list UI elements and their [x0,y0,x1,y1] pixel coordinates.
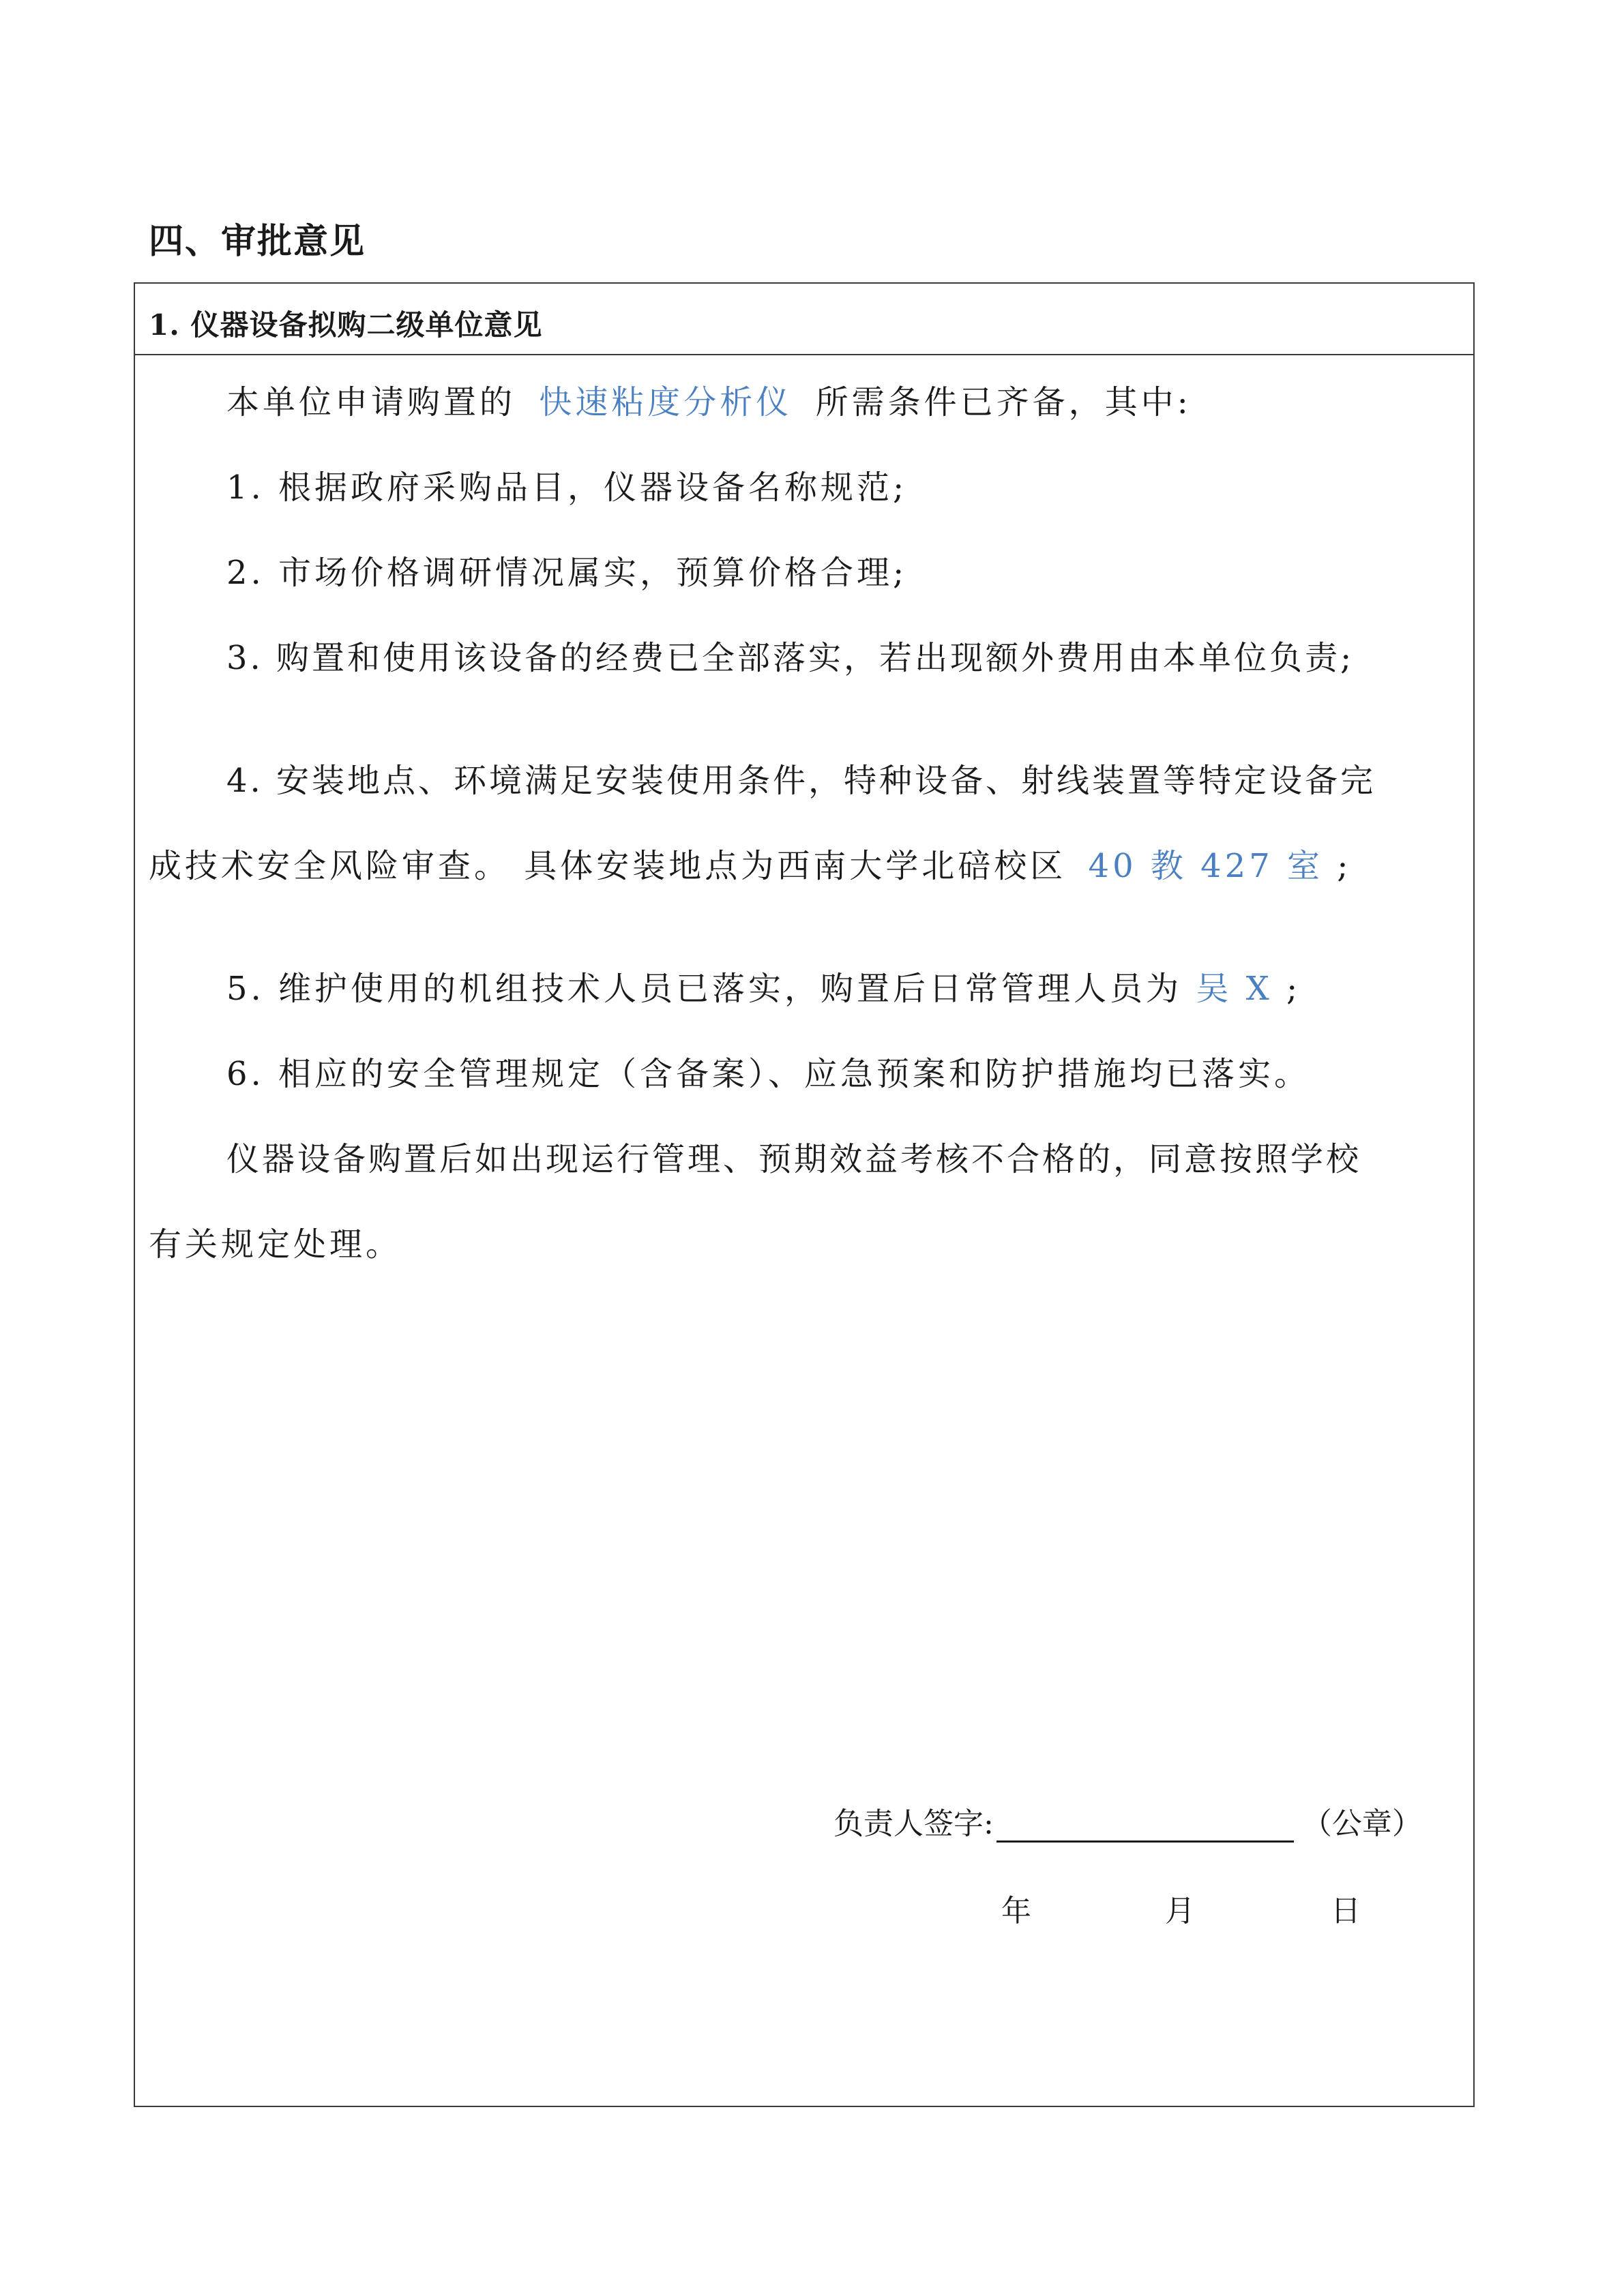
device-name: 快速粘度分析仪 [539,383,793,421]
intro-prefix: 本单位申请购置的 [226,383,516,421]
approval-table [134,282,1475,2107]
month-label: 月 [1165,1894,1195,1928]
item-4-line-2-prefix: 成技术安全风险审查。 具体安装地点为西南大学北碚校区 [149,847,1067,885]
manager-name: 吴 X [1196,970,1273,1008]
year-label: 年 [1001,1894,1031,1928]
item-1: 1. 根据政府采购品目，仪器设备名称规范; [226,468,908,507]
closing-line-1: 仪器设备购置后如出现运行管理、预期效益考核不合格的，同意按照学校 [226,1140,1362,1178]
section-title: 四、审批意见 [149,221,366,262]
item-5-suffix: ; [1286,970,1301,1008]
item-3: 3. 购置和使用该设备的经费已全部落实，若出现额外费用由本单位负责; [226,639,1355,677]
signature-row [833,1799,1422,1843]
item-4-line-2-suffix: ; [1337,847,1352,885]
day-label: 日 [1331,1894,1361,1928]
seal-label: （公章） [1301,1806,1422,1841]
item-4-line-1: 4. 安装地点、环境满足安装使用条件，特种设备、射线装置等特定设备完 [226,762,1376,800]
item-4-line-2 [149,839,1351,886]
item-6: 6. 相应的安全管理规定（含备案）、应急预案和防护措施均已落实。 [226,1055,1311,1093]
closing-line-2: 有关规定处理。 [149,1225,402,1264]
item-5 [226,962,1301,1009]
install-location: 40 教 427 室 [1088,847,1324,885]
item-2: 2. 市场价格调研情况属实，预算价格合理; [226,554,908,592]
intro-suffix: 所需条件已齐备，其中: [815,383,1192,421]
signature-label: 负责人签字: [833,1806,994,1841]
table-header-row [135,284,1473,355]
item-5-prefix: 5. 维护使用的机组技术人员已落实，购置后日常管理人员为 [226,970,1183,1008]
intro-line [226,376,1192,423]
table-header-text: 1. 仪器设备拟购二级单位意见 [149,308,543,342]
signature-line[interactable] [996,1810,1294,1843]
